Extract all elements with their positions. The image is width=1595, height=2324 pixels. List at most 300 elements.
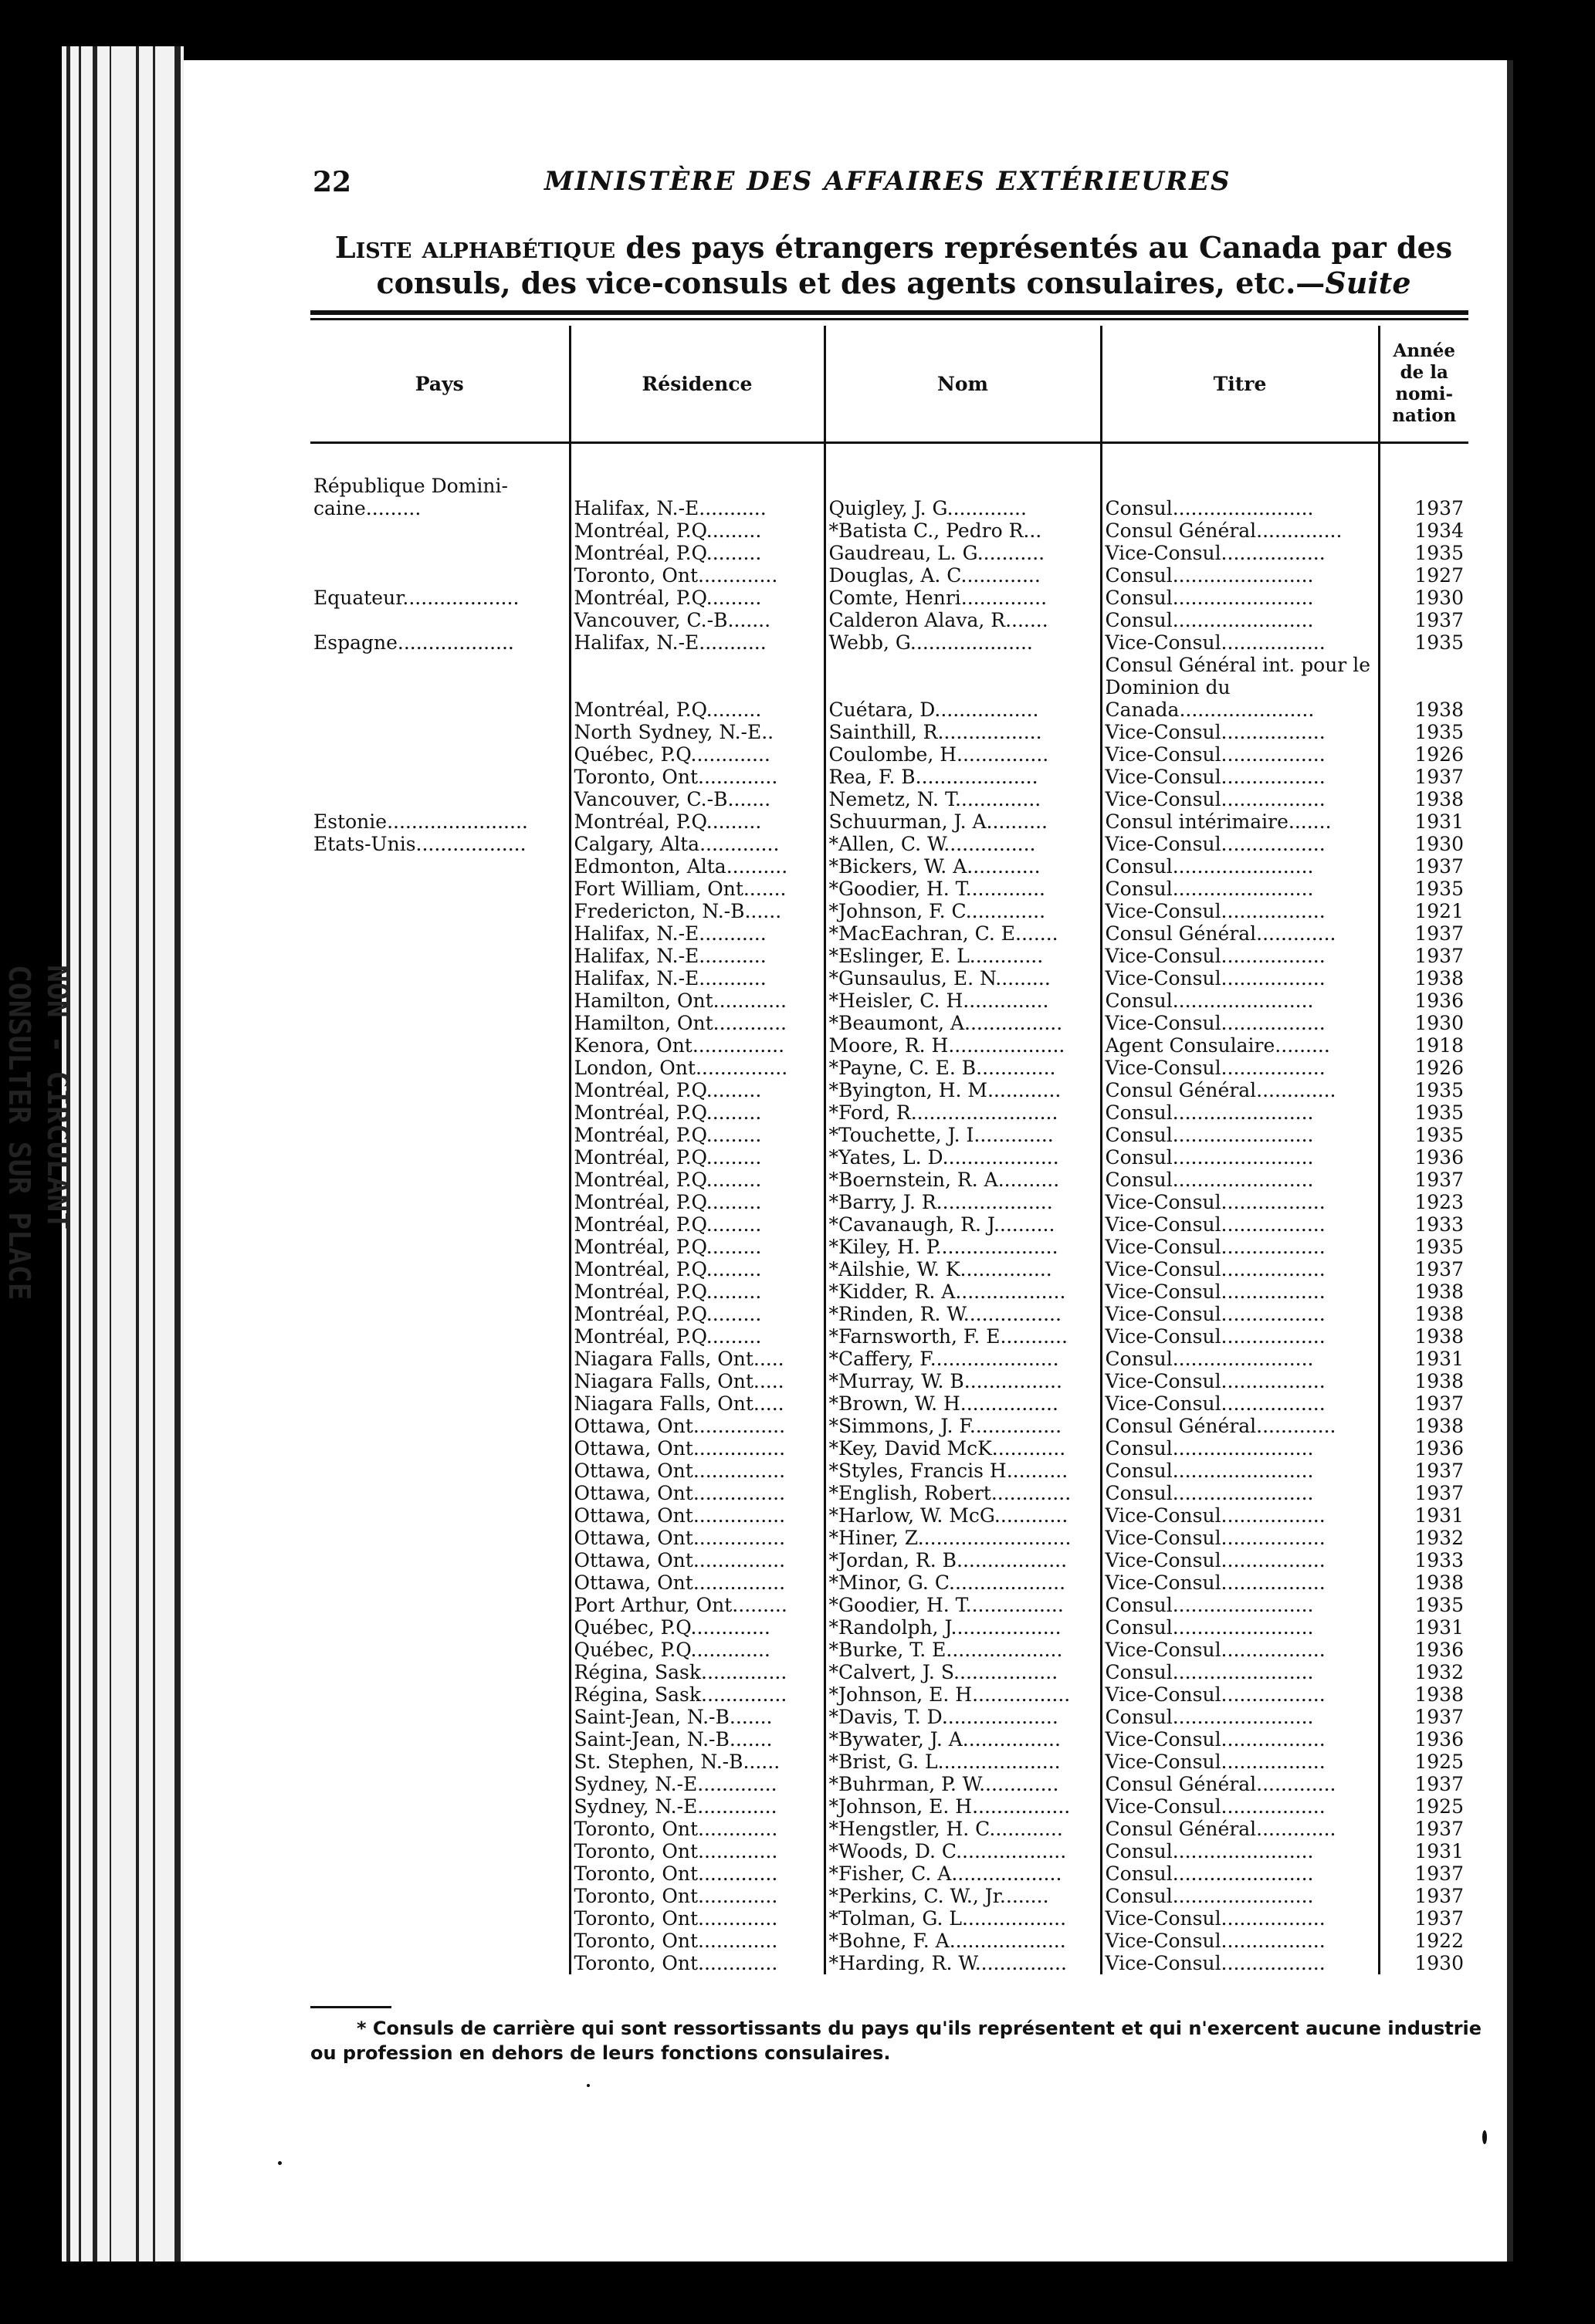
cell-residence: Halifax, N.-E...........: [570, 497, 825, 519]
cell-residence: Vancouver, C.-B.......: [570, 788, 825, 810]
cell-annee: 1938: [1379, 967, 1468, 989]
table-row: [310, 1571, 1468, 1594]
scan-border-top: [0, 0, 1595, 60]
cell-titre: Consul Général.............: [1101, 1818, 1379, 1840]
running-title: MINISTÈRE DES AFFAIRES EXTÉRIEURES: [544, 166, 1231, 197]
scan-speck: [278, 2161, 282, 2165]
cell-residence: Sydney, N.-E.............: [570, 1773, 825, 1795]
table-row: [310, 855, 1468, 878]
cell-residence: Toronto, Ont.............: [570, 1818, 825, 1840]
cell-nom: Comte, Henri..............: [825, 587, 1101, 609]
cell-pays: [310, 1527, 570, 1549]
table-top-rule-thin: [310, 318, 1468, 320]
cell-pays: Estonie.......................: [313, 810, 528, 833]
cell-nom: *Bohne, F. A...................: [825, 1930, 1101, 1952]
cell-pays: [310, 743, 570, 766]
stamp-line-1: NON - CIRCULANT: [41, 965, 75, 1230]
cell-nom: *Hengstler, H. C............: [825, 1818, 1101, 1840]
cell-residence: Sydney, N.-E.............: [570, 1795, 825, 1818]
cell-pays: [310, 654, 570, 721]
table-row: [310, 1616, 1468, 1639]
cell-residence: Montréal, P.Q.........: [570, 519, 825, 542]
cell-titre: Vice-Consul.................: [1101, 945, 1379, 967]
cell-annee: 1931: [1379, 810, 1468, 833]
cell-annee: 1937: [1379, 1460, 1468, 1482]
table-row: [310, 1594, 1468, 1616]
scan-border-right: [1512, 0, 1595, 2324]
caption-text: des pays étrangers représentés au Canada par des consuls, des vice-consuls et des agents consulaires, etc.—: [376, 230, 1453, 300]
cell-titre: Vice-Consul.................: [1101, 743, 1379, 766]
cell-nom: *Jordan, R. B..................: [825, 1549, 1101, 1571]
cell-nom: Gaudreau, L. G...........: [825, 542, 1101, 564]
table-row: [310, 1460, 1468, 1482]
cell-annee: 1937: [1379, 497, 1468, 519]
cell-nom: *Brown, W. H................: [825, 1392, 1101, 1415]
table-header-row: [310, 326, 1468, 443]
cell-residence: Niagara Falls, Ont.....: [570, 1370, 825, 1392]
cell-pays: [310, 900, 570, 922]
cell-residence: Hamilton, Ont............: [570, 989, 825, 1012]
cell-nom: *Farnsworth, F. E...........: [825, 1325, 1101, 1348]
cell-pays: [310, 1706, 570, 1728]
cell-residence: Edmonton, Alta..........: [570, 855, 825, 878]
cell-residence: Montréal, P.Q.........: [570, 1191, 825, 1213]
table-row: [310, 810, 1468, 833]
table-row: [310, 721, 1468, 743]
cell-pays: [310, 609, 570, 631]
column-header-annee: [1379, 326, 1468, 443]
cell-nom: *Payne, C. E. B.............: [825, 1057, 1101, 1079]
cell-pays: [310, 1146, 570, 1169]
cell-titre: Vice-Consul.................: [1101, 1325, 1379, 1348]
table-row: [310, 1527, 1468, 1549]
table-row: [310, 1057, 1468, 1079]
cell-annee: 1937: [1379, 1258, 1468, 1280]
cell-titre: Consul.......................: [1101, 1437, 1379, 1460]
cell-annee: 1926: [1379, 1057, 1468, 1079]
cell-residence: Québec, P.Q.............: [570, 1639, 825, 1661]
cell-pays: [310, 1213, 570, 1236]
cell-titre: [1101, 475, 1379, 497]
cell-annee: 1937: [1379, 855, 1468, 878]
cell-nom: *Boernstein, R. A..........: [825, 1169, 1101, 1191]
cell-annee: 1938: [1379, 788, 1468, 810]
cell-pays: [310, 1169, 570, 1191]
cell-annee: 1927: [1379, 564, 1468, 587]
cell-titre: Vice-Consul.................: [1101, 1392, 1379, 1415]
cell-annee: 1938: [1379, 1571, 1468, 1594]
consuls-table: [310, 326, 1468, 1974]
cell-titre: Consul.......................: [1101, 1616, 1379, 1639]
table-row: [310, 922, 1468, 945]
cell-titre: Vice-Consul.................: [1101, 1683, 1379, 1706]
cell-nom: *Touchette, J. I.............: [825, 1124, 1101, 1146]
cell-annee: 1937: [1379, 1907, 1468, 1930]
cell-annee: 1935: [1379, 1594, 1468, 1616]
table-row: [310, 1818, 1468, 1840]
cell-pays: [310, 922, 570, 945]
cell-pays: [310, 1571, 570, 1594]
cell-annee: 1925: [1379, 1795, 1468, 1818]
cell-residence: Montréal, P.Q.........: [570, 1236, 825, 1258]
cell-residence: Montréal, P.Q.........: [570, 1280, 825, 1303]
cell-annee: 1925: [1379, 1751, 1468, 1773]
cell-pays: [310, 855, 570, 878]
cell-annee: 1935: [1379, 878, 1468, 900]
footnote-rule: [310, 2006, 391, 2008]
cell-nom: *Goodier, H. T.............: [825, 878, 1101, 900]
cell-nom: *Batista C., Pedro R...: [825, 519, 1101, 542]
table-row: [310, 945, 1468, 967]
cell-annee: 1938: [1379, 654, 1468, 721]
cell-annee: 1938: [1379, 1325, 1468, 1348]
cell-residence: St. Stephen, N.-B......: [570, 1751, 825, 1773]
cell-residence: Halifax, N.-E...........: [570, 922, 825, 945]
cell-titre: Consul.......................: [1101, 855, 1379, 878]
table-row: [310, 788, 1468, 810]
cell-residence: Toronto, Ont.............: [570, 1862, 825, 1885]
cell-pays: [310, 1885, 570, 1907]
cell-titre: Vice-Consul.................: [1101, 1303, 1379, 1325]
table-row: [310, 631, 1468, 654]
table-spacer-row: [310, 443, 1468, 475]
cell-nom: *Harlow, W. McG............: [825, 1504, 1101, 1527]
cell-pays: [310, 1079, 570, 1101]
cell-nom: *Styles, Francis H..........: [825, 1460, 1101, 1482]
cell-nom: *MacEachran, C. E.......: [825, 922, 1101, 945]
table-row: [310, 1952, 1468, 1974]
cell-residence: Montréal, P.Q.........: [570, 654, 825, 721]
cell-titre: Consul.......................: [1101, 1348, 1379, 1370]
annee-line-4: nation: [1392, 405, 1457, 426]
cell-titre: Vice-Consul.................: [1101, 1728, 1379, 1751]
cell-annee: 1933: [1379, 1213, 1468, 1236]
cell-titre: Consul.......................: [1101, 1706, 1379, 1728]
cell-residence: Montréal, P.Q.........: [570, 1258, 825, 1280]
cell-titre: Vice-Consul.................: [1101, 1907, 1379, 1930]
cell-pays: [310, 1549, 570, 1571]
cell-pays: [310, 1325, 570, 1348]
cell-residence: Régina, Sask..............: [570, 1683, 825, 1706]
cell-pays: [310, 1728, 570, 1751]
cell-annee: 1937: [1379, 1706, 1468, 1728]
cell-pays: Etats-Unis..................: [313, 833, 527, 855]
table-row: [310, 1303, 1468, 1325]
cell-residence: Port Arthur, Ont.........: [570, 1594, 825, 1616]
cell-nom: *Heisler, C. H..............: [825, 989, 1101, 1012]
table-row: [310, 1795, 1468, 1818]
cell-nom: *Goodier, H. T................: [825, 1594, 1101, 1616]
cell-annee: 1935: [1379, 1236, 1468, 1258]
cell-residence: Hamilton, Ont............: [570, 1012, 825, 1034]
cell-residence: Toronto, Ont.............: [570, 766, 825, 788]
cell-nom: *Byington, H. M............: [825, 1079, 1101, 1101]
cell-titre: Vice-Consul.................: [1101, 1952, 1379, 1974]
cell-pays: [310, 1101, 570, 1124]
cell-pays: [310, 1258, 570, 1280]
table-row: [310, 1101, 1468, 1124]
table-row: [310, 1751, 1468, 1773]
cell-nom: *Caffery, F.....................: [825, 1348, 1101, 1370]
cell-residence: Québec, P.Q.............: [570, 1616, 825, 1639]
cell-titre: Vice-Consul.................: [1101, 1258, 1379, 1280]
cell-titre: Consul.......................: [1101, 1840, 1379, 1862]
cell-pays: [310, 766, 570, 788]
cell-residence: Montréal, P.Q.........: [570, 1213, 825, 1236]
cell-residence: Ottawa, Ont...............: [570, 1571, 825, 1594]
cell-residence: Toronto, Ont.............: [570, 1840, 825, 1862]
cell-residence: London, Ont...............: [570, 1057, 825, 1079]
table-row: [310, 1706, 1468, 1728]
scan-speck: [587, 2084, 590, 2087]
cell-residence: Calgary, Alta.............: [570, 833, 825, 855]
cell-pays: [310, 1930, 570, 1952]
table-row: [310, 1930, 1468, 1952]
cell-residence: Montréal, P.Q.........: [570, 1169, 825, 1191]
cell-nom: *Gunsaulus, E. N.........: [825, 967, 1101, 989]
cell-pays: [310, 1751, 570, 1773]
table-row: [310, 1236, 1468, 1258]
table-row: [310, 1213, 1468, 1236]
cell-annee: 1930: [1379, 1012, 1468, 1034]
caption-suite: Suite: [1325, 266, 1411, 300]
column-header-titre: Titre: [1101, 326, 1379, 443]
cell-annee: 1934: [1379, 519, 1468, 542]
cell-titre: Vice-Consul.................: [1101, 631, 1379, 654]
cell-titre: Consul.......................: [1101, 497, 1379, 519]
cell-nom: *Simmons, J. F...............: [825, 1415, 1101, 1437]
table-row: [310, 587, 1468, 609]
cell-titre: Consul intérimaire.......: [1101, 810, 1379, 833]
cell-residence: Toronto, Ont.............: [570, 1885, 825, 1907]
cell-nom: *Minor, G. C...................: [825, 1571, 1101, 1594]
cell-pays: [310, 878, 570, 900]
cell-titre: Vice-Consul.................: [1101, 1571, 1379, 1594]
cell-nom: *Rinden, R. W................: [825, 1303, 1101, 1325]
table-row: [310, 1079, 1468, 1101]
cell-annee: 1935: [1379, 631, 1468, 654]
cell-pays: [310, 519, 570, 542]
cell-titre: Consul Général..............: [1101, 519, 1379, 542]
cell-pays: [310, 1370, 570, 1392]
cell-residence: North Sydney, N.-E..: [570, 721, 825, 743]
table-row: [310, 1146, 1468, 1169]
cell-titre: Vice-Consul.................: [1101, 1751, 1379, 1773]
cell-titre: Vice-Consul.................: [1101, 1639, 1379, 1661]
cell-nom: *Murray, W. B................: [825, 1370, 1101, 1392]
cell-nom: Nemetz, N. T..............: [825, 788, 1101, 810]
cell-annee: 1935: [1379, 1101, 1468, 1124]
cell-titre: Consul.......................: [1101, 989, 1379, 1012]
cell-annee: 1930: [1379, 587, 1468, 609]
cell-nom: *Cavanaugh, R. J..........: [825, 1213, 1101, 1236]
cell-nom: Quigley, J. G.............: [825, 497, 1101, 519]
table-row: [310, 475, 1468, 497]
cell-nom: *Davis, T. D...................: [825, 1706, 1101, 1728]
cell-annee: 1935: [1379, 721, 1468, 743]
cell-annee: 1931: [1379, 1348, 1468, 1370]
cell-residence: Montréal, P.Q.........: [570, 1124, 825, 1146]
cell-annee: 1935: [1379, 1124, 1468, 1146]
cell-nom: Coulombe, H...............: [825, 743, 1101, 766]
cell-titre: Vice-Consul.................: [1101, 542, 1379, 564]
cell-nom: *Ford, R........................: [825, 1101, 1101, 1124]
cell-residence: Ottawa, Ont...............: [570, 1437, 825, 1460]
cell-titre: Vice-Consul.................: [1101, 1280, 1379, 1303]
cell-pays: [310, 1504, 570, 1527]
cell-pays: [310, 1012, 570, 1034]
cell-residence: Ottawa, Ont...............: [570, 1460, 825, 1482]
cell-titre: Consul.......................: [1101, 609, 1379, 631]
cell-annee: 1931: [1379, 1504, 1468, 1527]
table-row: [310, 766, 1468, 788]
table-row: [310, 967, 1468, 989]
cell-annee: [1379, 475, 1468, 497]
table-row: [310, 878, 1468, 900]
cell-titre: Vice-Consul.................: [1101, 788, 1379, 810]
cell-titre: Vice-Consul.................: [1101, 1012, 1379, 1034]
cell-titre: Vice-Consul.................: [1101, 721, 1379, 743]
cell-nom: *Bickers, W. A............: [825, 855, 1101, 878]
cell-residence: Montréal, P.Q.........: [570, 1101, 825, 1124]
cell-annee: 1933: [1379, 1549, 1468, 1571]
cell-nom: *Beaumont, A................: [825, 1012, 1101, 1034]
running-head: [313, 166, 1486, 206]
cell-pays: [310, 1616, 570, 1639]
cell-pays: [310, 1795, 570, 1818]
cell-annee: 1931: [1379, 1840, 1468, 1862]
cell-annee: 1937: [1379, 1862, 1468, 1885]
cell-pays: [310, 1437, 570, 1460]
table-row: [310, 989, 1468, 1012]
cell-titre: Consul.......................: [1101, 1169, 1379, 1191]
cell-nom: *Randolph, J..................: [825, 1616, 1101, 1639]
cell-nom: Sainthill, R.................: [825, 721, 1101, 743]
cell-residence: Toronto, Ont.............: [570, 1930, 825, 1952]
binding-edge: [62, 46, 184, 2269]
cell-pays: [310, 1280, 570, 1303]
footnote: * Consuls de carrière qui sont ressortissants du pays qu'ils représentent et qui n'exercent aucune industrie ou profession en dehors de leurs fonctions consulaires.: [310, 2018, 1482, 2064]
cell-nom: *Hiner, Z.........................: [825, 1527, 1101, 1549]
cell-nom: *Ailshie, W. K...............: [825, 1258, 1101, 1280]
cell-residence: Fredericton, N.-B......: [570, 900, 825, 922]
cell-titre: Vice-Consul.................: [1101, 1213, 1379, 1236]
table-row: [310, 1348, 1468, 1370]
table-body: [310, 443, 1468, 1975]
cell-residence: Ottawa, Ont...............: [570, 1549, 825, 1571]
cell-titre: Vice-Consul.................: [1101, 1795, 1379, 1818]
annee-line-2: de la: [1400, 362, 1448, 383]
cell-titre: Consul Général.............: [1101, 1773, 1379, 1795]
cell-pays: [310, 1683, 570, 1706]
cell-titre: Consul.......................: [1101, 1885, 1379, 1907]
cell-titre: Vice-Consul.................: [1101, 1504, 1379, 1527]
cell-nom: *Johnson, E. H................: [825, 1683, 1101, 1706]
cell-titre: Agent Consulaire.........: [1101, 1034, 1379, 1057]
table-row: [310, 1683, 1468, 1706]
cell-pays: Equateur...................: [313, 587, 520, 609]
cell-annee: 1921: [1379, 900, 1468, 922]
table-row: [310, 1325, 1468, 1348]
cell-titre: Vice-Consul.................: [1101, 1549, 1379, 1571]
cell-titre: Vice-Consul.................: [1101, 1527, 1379, 1549]
cell-nom: [825, 475, 1101, 497]
cell-pays: [310, 1818, 570, 1840]
cell-annee: 1935: [1379, 542, 1468, 564]
cell-pays: [310, 788, 570, 810]
cell-pays: [310, 1057, 570, 1079]
cell-pays: [310, 1594, 570, 1616]
table-row: [310, 743, 1468, 766]
table-row: [310, 1034, 1468, 1057]
cell-residence: Ottawa, Ont...............: [570, 1504, 825, 1527]
cell-residence: Kenora, Ont...............: [570, 1034, 825, 1057]
table-row: [310, 519, 1468, 542]
cell-titre: Consul.......................: [1101, 564, 1379, 587]
cell-annee: 1937: [1379, 922, 1468, 945]
cell-pays: [310, 1034, 570, 1057]
table-row: [310, 1549, 1468, 1571]
cell-nom: *Woods, D. C..................: [825, 1840, 1101, 1862]
cell-titre: Consul.......................: [1101, 878, 1379, 900]
cell-residence: Montréal, P.Q.........: [570, 1079, 825, 1101]
cell-annee: 1930: [1379, 1952, 1468, 1974]
table-row: [310, 1169, 1468, 1191]
cell-nom: *Calvert, J. S.................: [825, 1661, 1101, 1683]
cell-annee: 1930: [1379, 833, 1468, 855]
scan-speck: [1482, 2130, 1487, 2144]
cell-annee: 1938: [1379, 1280, 1468, 1303]
cell-annee: 1936: [1379, 989, 1468, 1012]
cell-residence: Montréal, P.Q.........: [570, 1146, 825, 1169]
cell-residence: Saint-Jean, N.-B.......: [570, 1706, 825, 1728]
cell-residence: Niagara Falls, Ont.....: [570, 1348, 825, 1370]
cell-residence: Ottawa, Ont...............: [570, 1527, 825, 1549]
table-row: [310, 1191, 1468, 1213]
cell-pays: [310, 1840, 570, 1862]
cell-pays: [310, 1907, 570, 1930]
cell-nom: *Perkins, C. W., Jr........: [825, 1885, 1101, 1907]
cell-residence: Montréal, P.Q.........: [570, 1325, 825, 1348]
cell-titre: Consul.......................: [1101, 1862, 1379, 1885]
cell-nom: Douglas, A. C.............: [825, 564, 1101, 587]
column-header-residence: Résidence: [570, 326, 825, 443]
cell-pays: [310, 1862, 570, 1885]
cell-annee: 1936: [1379, 1728, 1468, 1751]
table-row: [310, 1012, 1468, 1034]
cell-residence: Montréal, P.Q.........: [570, 1303, 825, 1325]
cell-annee: 1923: [1379, 1191, 1468, 1213]
cell-titre: Consul.......................: [1101, 1101, 1379, 1124]
cell-residence: Montréal, P.Q.........: [570, 810, 825, 833]
table-row: [310, 833, 1468, 855]
cell-annee: 1938: [1379, 1415, 1468, 1437]
cell-annee: 1938: [1379, 1303, 1468, 1325]
table-row: [310, 1415, 1468, 1437]
cell-pays: caine.........: [313, 497, 422, 519]
cell-annee: 1918: [1379, 1034, 1468, 1057]
cell-titre: Vice-Consul.................: [1101, 967, 1379, 989]
table-row: [310, 1907, 1468, 1930]
cell-residence: Ottawa, Ont...............: [570, 1482, 825, 1504]
cell-titre: Vice-Consul.................: [1101, 1236, 1379, 1258]
cell-nom: *Yates, L. D...................: [825, 1146, 1101, 1169]
cell-pays: [310, 967, 570, 989]
caption-lead: Liste alphabétique: [334, 230, 616, 265]
cell-titre: Vice-Consul.................: [1101, 1191, 1379, 1213]
table-row: [310, 1728, 1468, 1751]
cell-titre: Consul.......................: [1101, 1146, 1379, 1169]
